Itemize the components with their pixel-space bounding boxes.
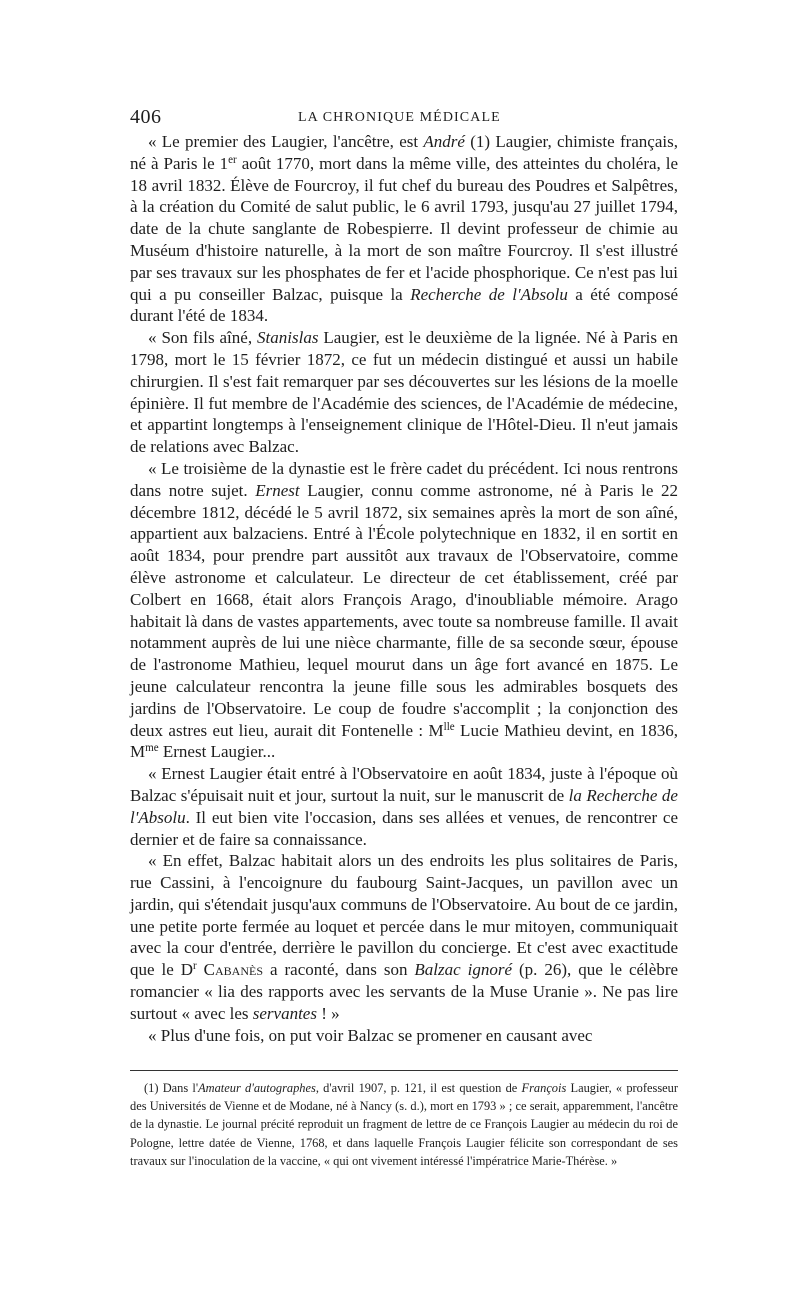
word-servantes: servantes [252,1003,317,1023]
name-andre: André [423,132,465,151]
name-ernest: Ernest [255,480,300,500]
paragraph-cassini: « En effet, Balzac habitait alors un des endroits les plus solitaires de Paris, rue Cassini, à l'encoignure du faubourg Saint-Jacques, un pavillon avec un jardin, qui s'étendait jusqu'aux communs de l'Observatoire. Au bout de ce jardin, une petite porte fermée au loquet et percée dans le mur mitoyen, communiquait avec la cour d'entrée, derrière le pavillon du concierge. Et c'est avec exactitude que le $D^r$ Cabanès a raconté, dans son Balzac ignoré (p. 26), que le célèbre romancier « lia des rapports avec les servants de la Muse Uranie ». Ne pas lire surtout « avec les servantes ! » [130,851,679,1023]
footnote-rule [130,1070,678,1071]
running-header [130,106,678,130]
paragraph-ernest: « Le troisième de la dynastie est le frère cadet du précédent. Ici nous rentrons dans notre sujet. Ernest Laugier, connu comme astronome, né à Paris le 22 décembre 1812, décédé le 5 avril 1872, six semaines après la mort de son aîné, appartient aux balzaciens. Entré à l'École polytechnique en 1832, il en sortit en août 1834, pour prendre part aussitôt aux travaux de l'Observatoire, comme élève astronome et calculateur. Le directeur de cet établissement, créé par Colbert en 1668, était alors François Arago, d'inoubliable mémoire. Arago habitait là dans de vastes appartements, avec toute sa nombreuse famille. Il avait notamment auprès de lui une nièce charmante, fille de sa seconde sœur, épouse de l'astronome Mathieu, lequel mourut dans un âge fort avancé en 1875. Le jeune calculateur rencontra la jeune fille sous les admirables bosquets des jardins de l'Observatoire. Le coup de foudre s'accomplit ; la conjonction des deux astres eut lieu, aurait dit Fontenelle : $M^{lle}$ Lucie Mathieu devint, en 1836, $M^{me}$ Ernest Laugier... [130,458,679,762]
page-number: 406 [130,106,162,128]
footnote-1: (1) Dans l'Amateur d'autographes, d'avril 1907, p. 121, il est question de François Laugier, « professeur des Universités de Vienne et de Modane, né à Nancy (s. d.), mort en 1793 » ; ce serait, apparemment, l'ancêtre de la dynastie. Le journal précité reproduit un fragment de lettre de ce François Laugier au médecin du roi de Pologne, lettre datée de Vienne, 1768, et dans laquelle François Laugier félicite son correspondant de ses travaux sur l'inoculation de la vaccine, « qui ont vivement intéressé l'impératrice Marie-Thérèse. » [130,1081,678,1168]
title-recherche-2: la Recherche de l'Absolu [130,785,678,827]
main-text [130,131,678,1046]
paragraph-stanislas: « Son fils aîné, Stanislas Laugier, est le deuxième de la lignée. Né à Paris en 1798, mort le 15 février 1872, ce fut un médecin distingué et aussi un habile chirurgien. Il s'est fait remarquer par ses découvertes sur les lésions de la moelle épinière. Il fut membre de l'Académie des sciences, de l'Académie de médecine, et appartint longtemps à l'enseignement clinique de l'Hôtel-Dieu. Il n'eut jamais de relations avec Balzac. [130,328,678,457]
author-cabanes: Cabanès [203,960,264,980]
name-francois: François [521,1081,567,1095]
paragraph-andre: « Le premier des Laugier, l'ancêtre, est André (1) Laugier, chimiste français, né à Paris le 1er août 1770, mort dans la même ville, des atteintes du choléra, le 18 avril 1832. Élève de Fourcroy, il fut chef du bureau des Poudres et Salpêtres, à la création du Comité de salut public, le 6 avril 1793, jusqu'au 27 juillet 1794, date de la chute sanglante de Robespierre. Il devint professeur de chimie au Muséum d'histoire naturelle, à la mort de son maître Fourcroy. Il s'est illustré par ses travaux sur les phosphates de fer et l'acide phosphorique. Ce n'est pas lui qui a pu conseiller Balzac, puisque la Recherche de l'Absolu a été composé durant l'été de 1834. [130,132,679,326]
footnote [130,1079,678,1170]
title-amateur: Amateur d'autographes [198,1081,316,1095]
paragraph-observatoire: « Ernest Laugier était entré à l'Observatoire en août 1834, juste à l'époque où Balzac s'épuisait nuit et jour, surtout la nuit, sur le manuscrit de la Recherche de l'Absolu. Il eut bien vite l'occasion, dans ses allées et venues, de rencontrer ce dernier et de faire sa connaissance. [130,764,678,849]
name-stanislas: Stanislas [257,328,319,348]
running-title: LA CHRONIQUE MÉDICALE [298,110,501,125]
paragraph-plus-dune-fois: « Plus d'une fois, on put voir Balzac se promener en causant avec [148,1025,593,1045]
title-recherche: Recherche de l'Absolu [410,284,568,304]
title-balzac-ignore: Balzac ignoré [414,960,513,980]
